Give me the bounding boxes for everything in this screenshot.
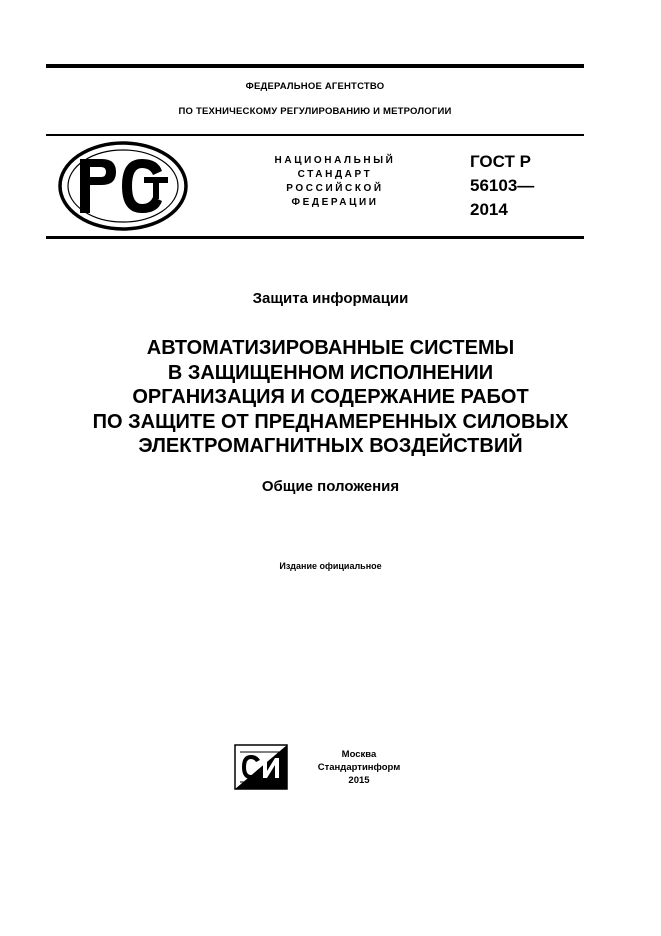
- standard-number-line: 2014: [470, 200, 508, 219]
- header-divider-rule: [46, 134, 584, 136]
- national-line: ФЕДЕРАЦИИ: [291, 197, 379, 208]
- national-line: СТАНДАРТ: [297, 169, 373, 180]
- publisher-block: [294, 748, 424, 787]
- title-line: ЭЛЕКТРОМАГНИТНЫХ ВОЗДЕЙСТВИЙ: [138, 435, 523, 457]
- title-line: АВТОМАТИЗИРОВАННЫЕ СИСТЕМЫ: [146, 337, 515, 359]
- gost-r-certification-logo-icon: [58, 141, 188, 231]
- document-title: [20, 336, 641, 459]
- standartinform-logo-icon: [234, 744, 288, 790]
- title-line: В ЗАЩИЩЕННОМ ИСПОЛНЕНИИ: [167, 361, 494, 384]
- standard-number-line: 56103—: [470, 176, 535, 195]
- standard-number-line: ГОСТ Р: [470, 152, 531, 171]
- document-subtitle: Общие положения: [261, 478, 400, 495]
- standard-number: [470, 150, 534, 222]
- agency-name-line-2: ПО ТЕХНИЧЕСКОМУ РЕГУЛИРОВАНИЮ И МЕТРОЛОГИИ: [178, 106, 452, 117]
- publication-year: 2015: [348, 775, 370, 786]
- title-line: ПО ЗАЩИТЕ ОТ ПРЕДНАМЕРЕННЫХ СИЛОВЫХ: [92, 410, 569, 433]
- national-line: НАЦИОНАЛЬНЫЙ: [274, 155, 396, 166]
- header-bottom-rule: [46, 236, 584, 239]
- agency-name-line-1: ФЕДЕРАЛЬНОЕ АГЕНТСТВО: [245, 81, 385, 92]
- publisher-name: Стандартинформ: [317, 762, 401, 773]
- edition-note: Издание официальное: [279, 561, 382, 571]
- subject-heading: Защита информации: [252, 290, 409, 307]
- national-standard-label: [240, 154, 430, 210]
- title-line: ОРГАНИЗАЦИЯ И СОДЕРЖАНИЕ РАБОТ: [132, 386, 529, 408]
- publisher-city: Москва: [341, 749, 377, 760]
- top-rule: [46, 64, 584, 68]
- national-line: РОССИЙСКОЙ: [286, 183, 384, 194]
